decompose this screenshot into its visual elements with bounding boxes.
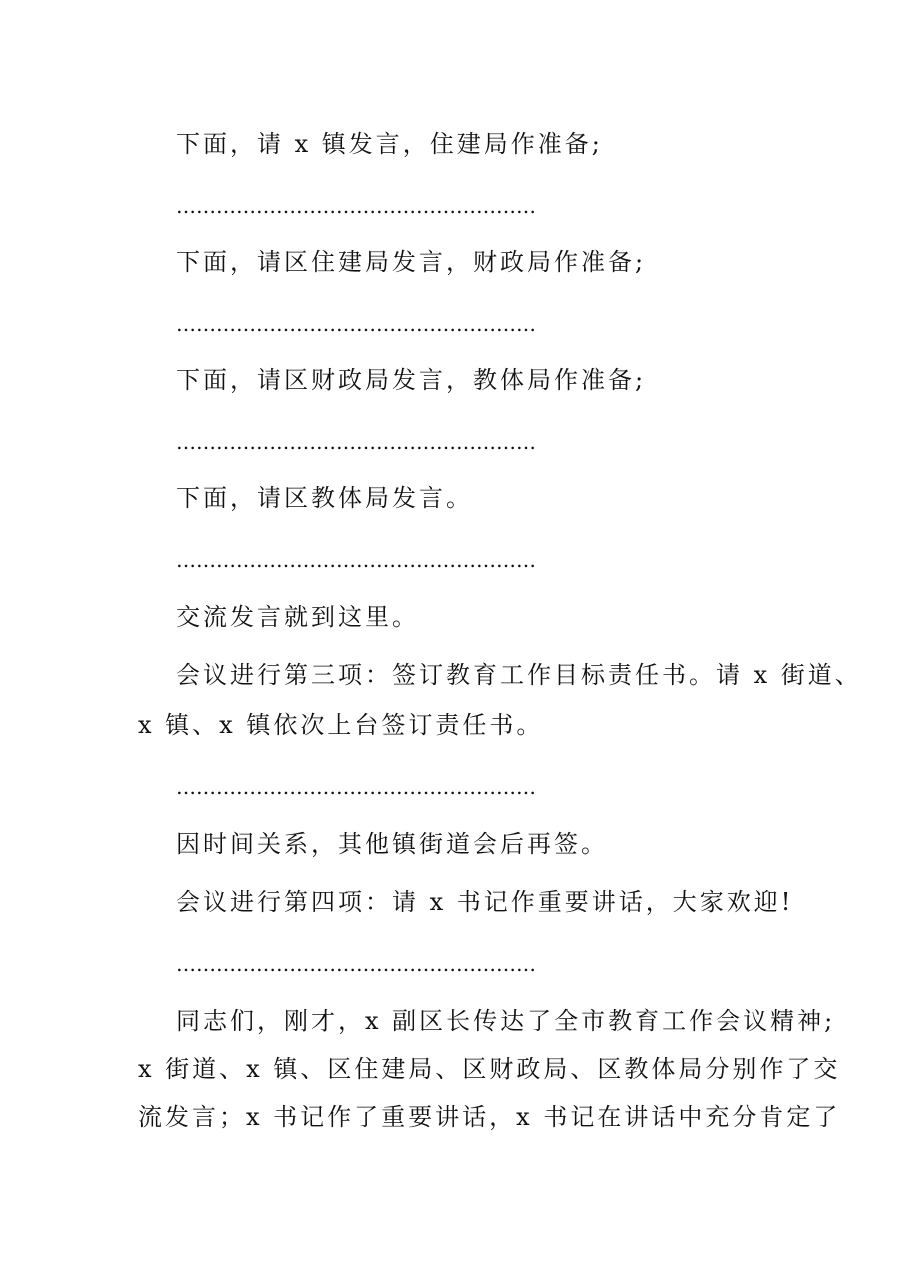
ellipsis-line: ……………………………………………… (176, 194, 536, 218)
text-line: x 街道、x 镇、区住建局、区财政局、区教体局分别作了交 (138, 1055, 841, 1083)
text-line: 交流发言就到这里。 (176, 603, 419, 631)
text-line: 会议进行第四项：请 x 书记作重要讲话，大家欢迎! (176, 888, 794, 916)
text-line: 下面，请 x 镇发言，住建局作准备; (176, 130, 603, 158)
text-line: 下面，请区财政局发言，教体局作准备; (176, 366, 647, 394)
text-line: 同志们，刚才，x 副区长传达了全市教育工作会议精神; (176, 1007, 836, 1035)
ellipsis-line: ……………………………………………… (176, 312, 536, 336)
ellipsis-line: ……………………………………………… (176, 775, 536, 799)
text-line: 下面，请区住建局发言，财政局作准备; (176, 248, 647, 276)
text-line: 下面，请区教体局发言。 (176, 484, 473, 512)
ellipsis-line: ……………………………………………… (176, 952, 536, 976)
text-line: 流发言；x 书记作了重要讲话，x 书记在讲话中充分肯定了 (138, 1103, 841, 1131)
text-line: 会议进行第三项：签订教育工作目标责任书。请 x 街道、 (176, 661, 862, 689)
text-line: 因时间关系，其他镇街道会后再签。 (176, 830, 608, 858)
ellipsis-line: ……………………………………………… (176, 548, 536, 572)
text-line: x 镇、x 镇依次上台签订责任书。 (138, 711, 544, 739)
ellipsis-line: ……………………………………………… (176, 430, 536, 454)
